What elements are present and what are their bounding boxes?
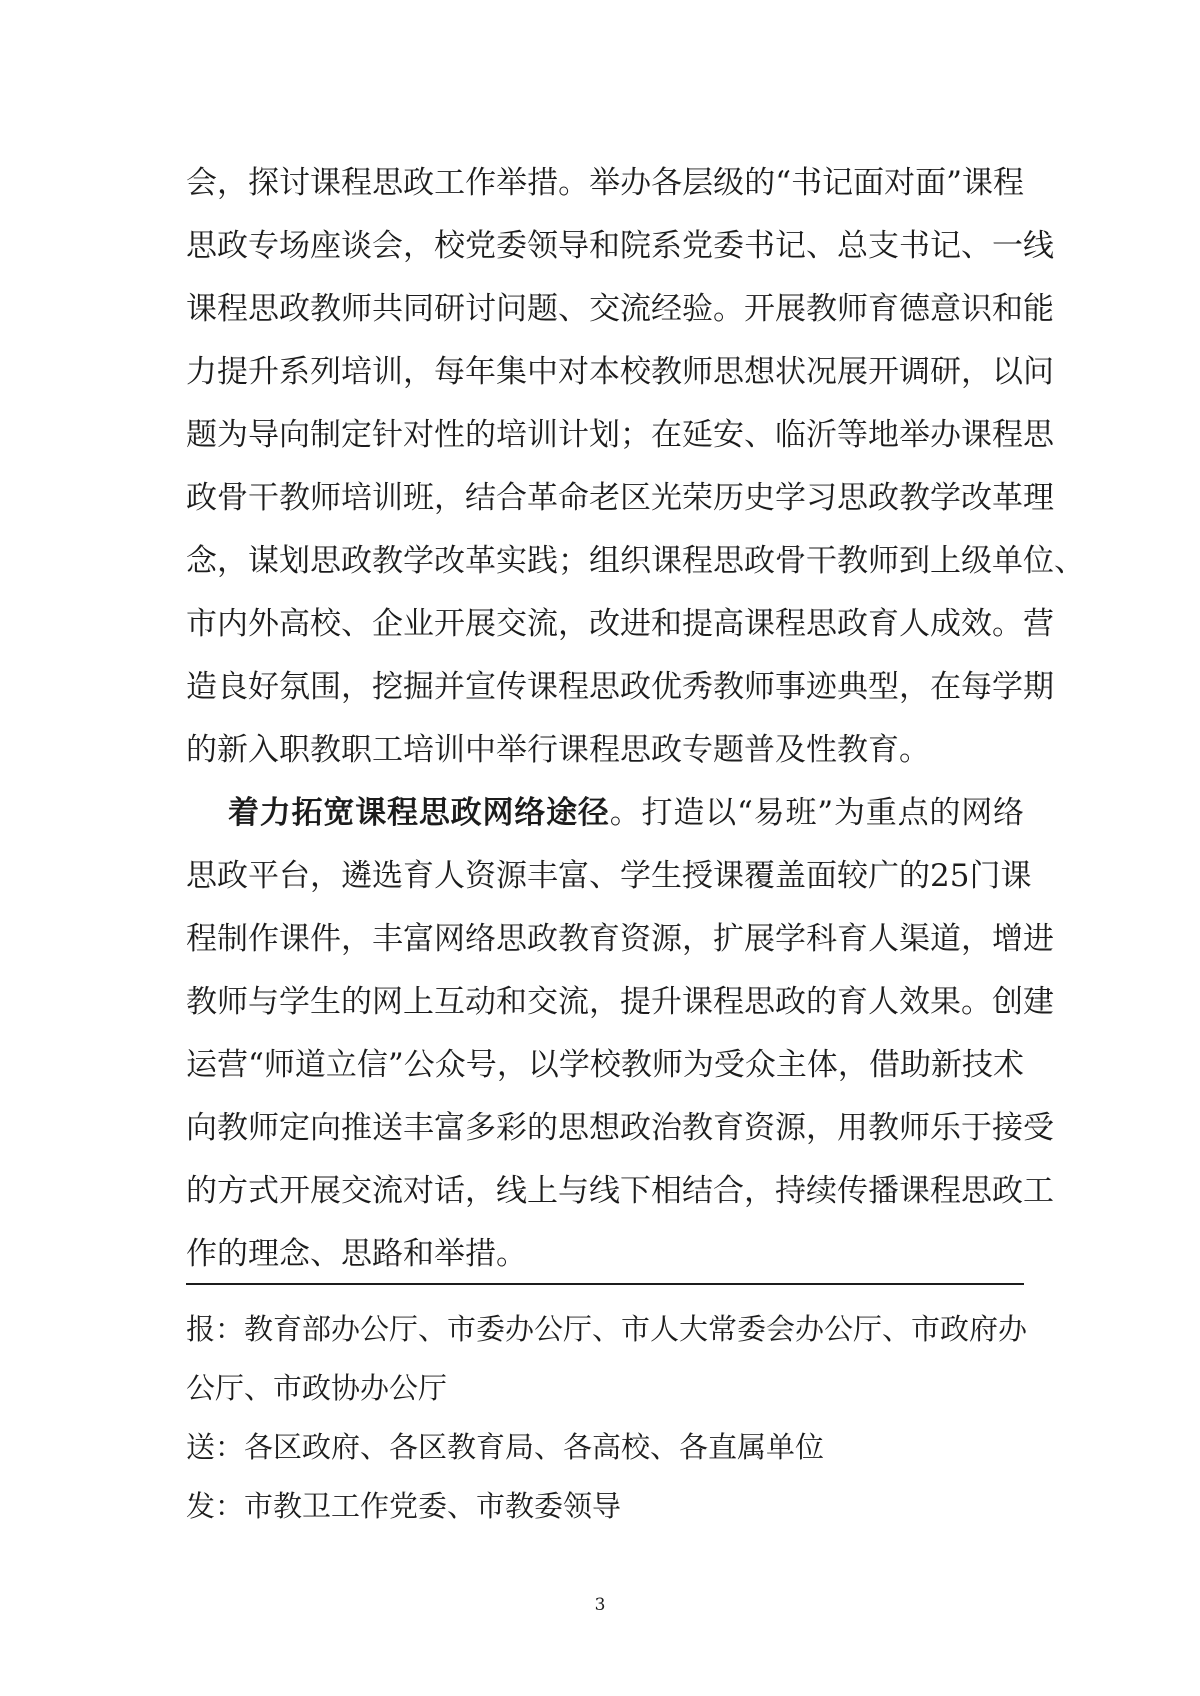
paragraph-2-line: 的方式开展交流对话，线上与线下相结合，持续传播课程思政工: [186, 1173, 1054, 1209]
send-to-line: 送：各区政府、各区教育局、各高校、各直属单位: [186, 1430, 825, 1464]
distribution-list: [186, 1300, 1028, 1536]
paragraph-1-line: 力提升系列培训，每年集中对本校教师思想状况展开调研，以问: [186, 354, 1054, 390]
paragraph-1-line: 思政专场座谈会，校党委领导和院系党委书记、总支书记、一线: [186, 228, 1054, 264]
page-number: 3: [594, 1595, 606, 1615]
paragraph-1-line: 题为导向制定针对性的培训计划；在延安、临沂等地举办课程思: [186, 417, 1054, 453]
paragraph-2-heading: 着力拓宽课程思政网络途径: [228, 795, 610, 831]
paragraph-2-line: 教师与学生的网上互动和交流，提升课程思政的育人效果。创建: [186, 984, 1054, 1020]
report-to-line: 报：教育部办公厅、市委办公厅、市人大常委会办公厅、市政府办: [186, 1312, 1028, 1346]
paragraph-2-line: 程制作课件，丰富网络思政教育资源，扩展学科育人渠道，增进: [186, 921, 1054, 957]
paragraph-1-line: 课程思政教师共同研讨问题、交流经验。开展教师育德意识和能: [186, 291, 1054, 327]
report-to-line-continued: 公厅、市政协办公厅: [186, 1371, 448, 1405]
paragraph-1-line: 政骨干教师培训班，结合革命老区光荣历史学习思政教学改革理: [186, 480, 1054, 516]
paragraph-1-line: 的新入职教职工培训中举行课程思政专题普及性教育。: [186, 732, 930, 768]
paragraph-2-first-line: [186, 782, 1024, 845]
paragraph-1-line: 造良好氛围，挖掘并宣传课程思政优秀教师事迹典型，在每学期: [186, 669, 1054, 705]
paragraph-2-line: 思政平台，遴选育人资源丰富、学生授课覆盖面较广的25门课: [186, 858, 1032, 894]
paragraph-2-first-line-text: 。打造以“易班”为重点的网络: [609, 795, 1024, 831]
paragraph-2-line: 运营“师道立信”公众号，以学校教师为受众主体，借助新技术: [186, 1047, 1024, 1083]
body-text: [186, 152, 1085, 1286]
paragraph-2-line: 向教师定向推送丰富多彩的思想政治教育资源，用教师乐于接受: [186, 1110, 1054, 1146]
issue-to-line: 发：市教卫工作党委、市教委领导: [186, 1489, 622, 1523]
paragraph-2-line: 作的理念、思路和举措。: [186, 1236, 527, 1272]
paragraph-1-line: 会，探讨课程思政工作举措。举办各层级的“书记面对面”课程: [186, 165, 1024, 201]
paragraph-1-line: 市内外高校、企业开展交流，改进和提高课程思政育人成效。营: [186, 606, 1054, 642]
paragraph-1-line: 念，谋划思政教学改革实践；组织课程思政骨干教师到上级单位、: [186, 543, 1085, 579]
footer-divider: [186, 1283, 1024, 1285]
